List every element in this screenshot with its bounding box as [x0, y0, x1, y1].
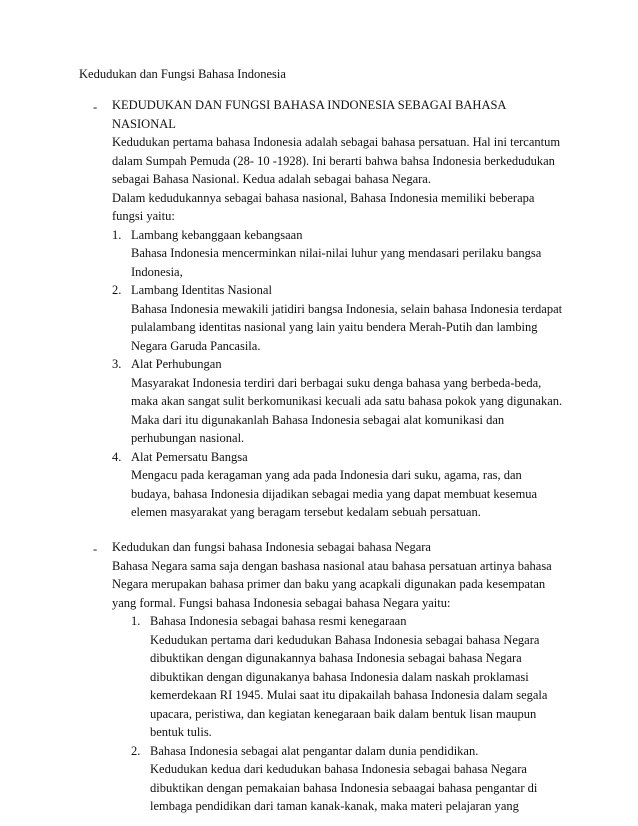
list-item-line: Kedudukan kedua dari kedudukan bahasa Indonesia sebagai bahasa Negara	[150, 762, 527, 776]
list-item-number: 1.	[112, 228, 122, 242]
list-item-line: Masyarakat Indonesia terdiri dari berbagai suku denga bahasa yang berbeda-beda,	[131, 376, 542, 390]
list-item-title: Alat Perhubungan	[131, 357, 222, 371]
list-item-line: budaya, bahasa Indonesia dijadikan sebagai media yang dapat membuat kesemua	[131, 487, 538, 501]
list-item-title: Alat Pemersatu Bangsa	[131, 450, 248, 464]
list-item-title: Bahasa Indonesia sebagai bahasa resmi kenegaraan	[150, 614, 407, 628]
list-item-line: Maka dari itu digunakanlah Bahasa Indonesia sebagai alat komunikasi dan	[131, 413, 505, 427]
section-1-intro-line: sebagai Bahasa Nasional. Kedua adalah sebagai bahasa Negara.	[112, 172, 431, 186]
document-title: Kedudukan dan Fungsi Bahasa Indonesia	[79, 67, 286, 81]
list-item-line: upacara, peristiwa, dan kegiatan kenegaraan baik dalam bentuk lisan maupun	[150, 707, 537, 721]
section-2-heading: Kedudukan dan fungsi bahasa Indonesia sebagai bahasa Negara	[112, 540, 431, 554]
list-item-line: lembaga pendidikan dari taman kanak-kanak, maka materi pelajaran yang	[150, 799, 519, 813]
list-item-title: Lambang kebanggaan kebangsaan	[131, 228, 303, 242]
list-item-line: dibuktikan dengan digunakanya bahasa Indonesia dalam naskah proklamasi	[150, 670, 529, 684]
list-item-line: dibuktikan dengan digunakannya bahasa Indonesia sebagai bahasa Negara	[150, 651, 522, 665]
section-2-intro-line: yang formal. Fungsi bahasa Indonesia sebagai bahasa Negara yaitu:	[112, 596, 451, 610]
list-item-line: elemen masyarakat yang beragam tersebut kedalam sebuah persatuan.	[131, 505, 481, 519]
list-item-line: dibuktikan dengan pemakaian bahasa Indonesia sebaagai bahasa pengantar di	[150, 781, 538, 795]
section-1-heading-line-1: KEDUDUKAN DAN FUNGSI BAHASA INDONESIA SEBAGAI BAHASA	[112, 98, 507, 112]
list-item-line: bentuk tulis.	[150, 725, 212, 739]
list-item-title: Lambang Identitas Nasional	[131, 283, 272, 297]
list-item-line: Bahasa Indonesia mewakili jatidiri bangsa Indonesia, selain bahasa Indonesia terdapat	[131, 302, 563, 316]
section-1-intro-line: fungsi yaitu:	[112, 209, 175, 223]
section-2-bullet: -	[93, 542, 98, 556]
list-item-number: 4.	[112, 450, 122, 464]
list-item-line: Negara Garuda Pancasila.	[131, 339, 261, 353]
list-item-number: 2.	[131, 744, 141, 758]
list-item-line: Bahasa Indonesia mencerminkan nilai-nilai luhur yang mendasari perilaku bangsa	[131, 246, 542, 260]
list-item-line: perhubungan nasional.	[131, 431, 245, 445]
list-item-line: pulalambang identitas nasional yang lain yaitu bendera Merah-Putih dan lambing	[131, 320, 538, 334]
section-1-intro-line: Dalam kedudukannya sebagai bahasa nasional, Bahasa Indonesia memiliki beberapa	[112, 191, 535, 205]
section-1-heading-line-2: NASIONAL	[112, 117, 176, 131]
list-item-line: Indonesia,	[131, 265, 183, 279]
list-item-title: Bahasa Indonesia sebagai alat pengantar dalam dunia pendidikan.	[150, 744, 479, 758]
list-item-number: 3.	[112, 357, 122, 371]
section-2-intro-line: Negara merupakan bahasa primer dan baku yang acapkali digunakan pada kesempatan	[112, 577, 546, 591]
section-2-intro-line: Bahasa Negara sama saja dengan bashasa nasional atau bahasa persatuan artinya bahasa	[112, 559, 552, 573]
list-item-number: 2.	[112, 283, 122, 297]
list-item-line: Mengacu pada keragaman yang ada pada Indonesia dari suku, agama, ras, dan	[131, 468, 522, 482]
list-item-number: 1.	[131, 614, 141, 628]
list-item-line: maka akan sangat sulit berkomunikasi kecuali ada satu bahasa pokok yang digunakan.	[131, 394, 563, 408]
section-1-intro-line: Kedudukan pertama bahasa Indonesia adalah sebagai bahasa persatuan. Hal ini tercantum	[112, 135, 561, 149]
list-item-line: Kedudukan pertama dari kedudukan Bahasa Indonesia sebagai bahasa Negara	[150, 633, 540, 647]
list-item-line: kemerdekaan RI 1945. Mulai saat itu dipakailah bahasa Indonesia dalam segala	[150, 688, 548, 702]
section-1-bullet: -	[93, 100, 98, 114]
section-1-intro-line: dalam Sumpah Pemuda (28- 10 -1928). Ini berarti bahwa bahsa Indonesia berkedudukan	[112, 154, 555, 168]
